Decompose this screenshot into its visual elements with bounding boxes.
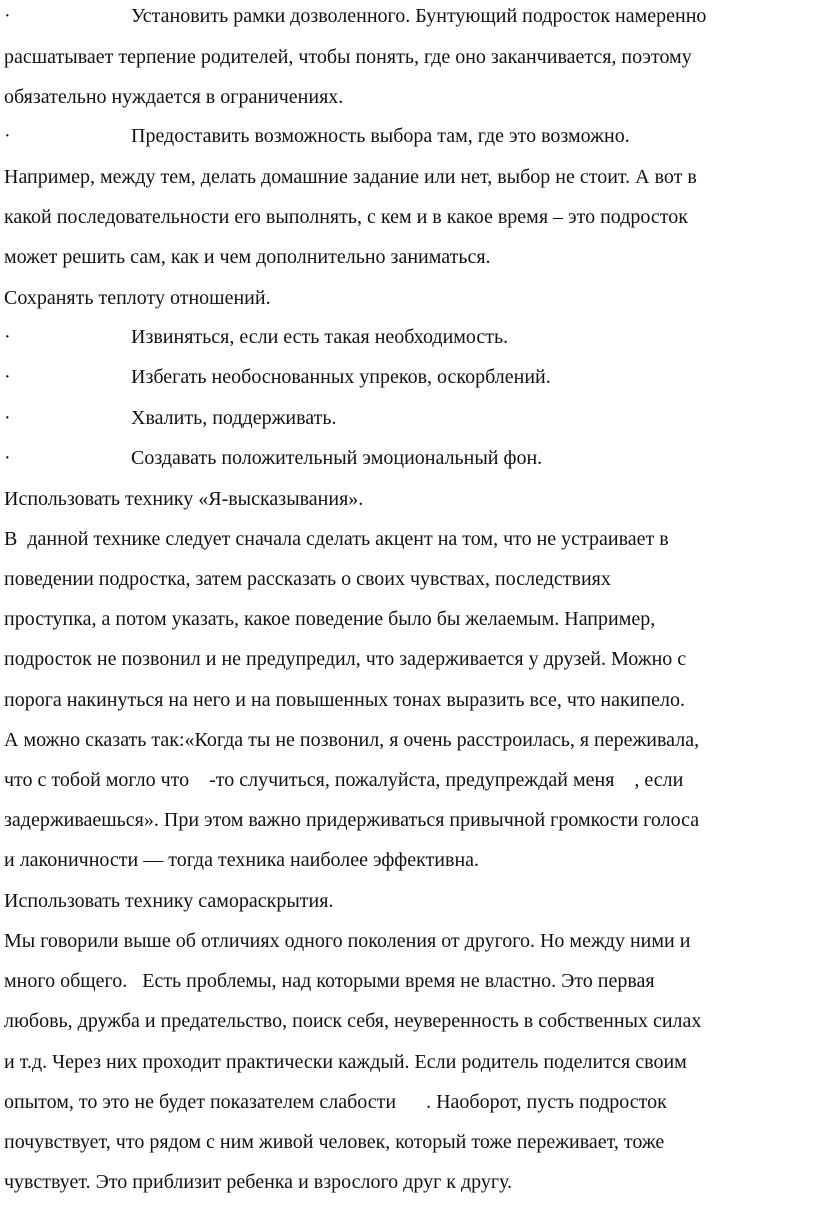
paragraph-line: и лаконичности — тогда техника наиболее эффективна. bbox=[4, 849, 480, 871]
paragraph-line: много общего. Есть проблемы, над которыми время не властно. Это первая bbox=[4, 970, 655, 992]
paragraph-line: подросток не позвонил и не предупредил, что задерживается у друзей. Можно с bbox=[4, 648, 687, 670]
bullet-item-provide-choice: Предоставить возможность выбора там, где это возможно. bbox=[131, 125, 630, 147]
section-heading-self-disclosure: Использовать технику самораскрытия. bbox=[4, 890, 334, 912]
paragraph-line: задерживаешься». При этом важно придерживаться привычной громкости голоса bbox=[4, 809, 700, 831]
paragraph-line: А можно сказать так:«Когда ты не позвонил, я очень расстроилась, я переживала, bbox=[4, 729, 700, 751]
paragraph-line: почувствует, что рядом с ним живой человек, который тоже переживает, тоже bbox=[4, 1131, 665, 1153]
bullet-marker: · bbox=[4, 125, 11, 147]
paragraph-line: чувствует. Это приблизит ребенка и взрослого друг к другу. bbox=[4, 1171, 513, 1193]
paragraph-line: опытом, то это не будет показателем слабости . Наоборот, пусть подросток bbox=[4, 1091, 667, 1113]
bullet-marker: · bbox=[4, 326, 11, 348]
paragraph-line: В данной технике следует сначала сделать акцент на том, что не устраивает в bbox=[4, 528, 669, 550]
bullet-marker: · bbox=[4, 407, 11, 429]
bullet-item-praise: Хвалить, поддерживать. bbox=[131, 407, 337, 429]
section-heading-i-statements: Использовать технику «Я-высказывания». bbox=[4, 488, 364, 510]
paragraph-line: Мы говорили выше об отличиях одного поколения от другого. Но между ними и bbox=[4, 930, 691, 952]
paragraph-line: порога накинуться на него и на повышенных тонах выразить все, что накипело. bbox=[4, 689, 685, 711]
bullet-marker: · bbox=[4, 5, 11, 27]
paragraph-line: любовь, дружба и предательство, поиск себя, неуверенность в собственных силах bbox=[4, 1010, 702, 1032]
bullet-item-set-boundaries: Установить рамки дозволенного. Бунтующий подросток намеренно bbox=[131, 5, 707, 27]
paragraph-line: что с тобой могло что -то случиться, пожалуйста, предупреждай меня , если bbox=[4, 769, 684, 791]
bullet-marker: · bbox=[4, 366, 11, 388]
paragraph-line: обязательно нуждается в ограничениях. bbox=[4, 86, 344, 108]
section-heading-warmth: Сохранять теплоту отношений. bbox=[4, 287, 271, 309]
bullet-item-avoid-reproaches: Избегать необоснованных упреков, оскорблений. bbox=[131, 366, 551, 388]
paragraph-line: и т.д. Через них проходит практически каждый. Если родитель поделится своим bbox=[4, 1051, 687, 1073]
paragraph-line: Например, между тем, делать домашние задание или нет, выбор не стоит. А вот в bbox=[4, 166, 697, 188]
paragraph-line: проступка, а потом указать, какое поведение было бы желаемым. Например, bbox=[4, 608, 656, 630]
bullet-marker: · bbox=[4, 447, 11, 469]
paragraph-line: поведении подростка, затем рассказать о своих чувствах, последствиях bbox=[4, 568, 611, 590]
bullet-item-positive-background: Создавать положительный эмоциональный фон. bbox=[131, 447, 543, 469]
paragraph-line: расшатывает терпение родителей, чтобы понять, где оно заканчивается, поэтому bbox=[4, 46, 692, 68]
paragraph-line: может решить сам, как и чем дополнительно заниматься. bbox=[4, 246, 491, 268]
bullet-item-apologize: Извиняться, если есть такая необходимость. bbox=[131, 326, 509, 348]
paragraph-line: какой последовательности его выполнять, с кем и в какое время – это подросток bbox=[4, 206, 688, 228]
